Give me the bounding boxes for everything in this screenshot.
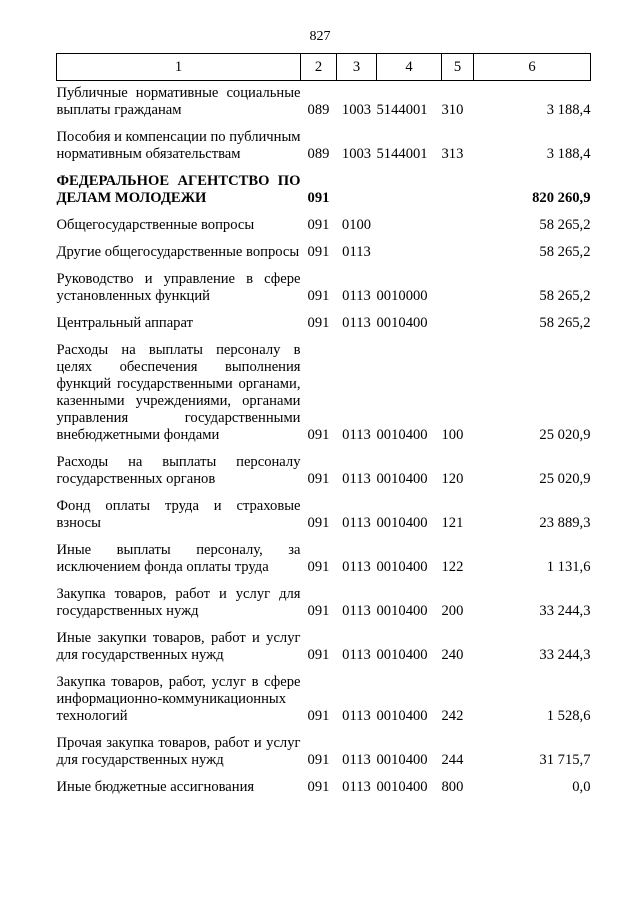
row-name-text: Закупка товаров, работ, услуг в сфере информационно-коммуникационных технологий: [56, 674, 301, 724]
table-row: [57, 81, 591, 126]
row-expense-type-code: 120: [441, 471, 464, 487]
row-expense-type-code: 310: [441, 102, 464, 118]
row-sum: 0,0: [572, 779, 591, 795]
table-row: [57, 626, 591, 670]
table-row: [57, 538, 591, 582]
table-row: [57, 338, 591, 450]
row-name: [57, 494, 301, 538]
row-sum: 31 715,7: [539, 752, 591, 768]
row-target-code: 0010400: [376, 779, 428, 795]
row-sum: 58 265,2: [539, 217, 591, 233]
row-ministry-code: 091: [307, 217, 330, 233]
row-name: [57, 775, 301, 802]
row-section-code: 1003: [341, 102, 372, 118]
row-sum: 25 020,9: [539, 471, 591, 487]
row-name: [57, 267, 301, 311]
row-expense-type-code: 122: [441, 559, 464, 575]
header-col-section: 3: [337, 54, 377, 81]
table-row: [57, 213, 591, 240]
row-sum: 58 265,2: [539, 315, 591, 331]
row-ministry-code: 089: [307, 102, 330, 118]
table-row: [57, 670, 591, 731]
table-row: [57, 125, 591, 169]
row-section-code: 0113: [342, 315, 371, 331]
row-sum: 33 244,3: [539, 647, 591, 663]
row-sum: 25 020,9: [539, 427, 591, 443]
table-row: [57, 494, 591, 538]
row-target-code: 5144001: [376, 102, 428, 118]
row-expense-type-code: [442, 311, 474, 338]
row-name: [57, 582, 301, 626]
row-section-code: 0113: [342, 779, 371, 795]
row-ministry-code: 091: [307, 779, 330, 795]
row-sum: 3 188,4: [546, 102, 591, 118]
header-col-sum: 6: [474, 54, 591, 81]
header-row: [57, 54, 591, 81]
table-row: [57, 775, 591, 802]
row-name-text: Иные закупки товаров, работ и услуг для государственных нужд: [56, 630, 301, 663]
row-expense-type-code: 244: [441, 752, 464, 768]
row-target-code: 0010000: [376, 288, 428, 304]
row-expense-type-code: 100: [441, 427, 464, 443]
budget-table: [56, 53, 591, 802]
row-target-code: 0010400: [376, 315, 428, 331]
row-expense-type-code: [442, 240, 474, 267]
row-target-code: 0010400: [376, 515, 428, 531]
row-target-code: 5144001: [376, 146, 428, 162]
row-ministry-code: 091: [307, 752, 330, 768]
row-name: [57, 731, 301, 775]
row-ministry-code: 091: [307, 315, 330, 331]
row-sum: 58 265,2: [539, 288, 591, 304]
row-name-text: Расходы на выплаты персоналу в целях обеспечения выполнения функций государственными органами, казенными учреждениями, органами управления государственными внебюджетными фондами: [56, 342, 301, 443]
row-expense-type-code: 200: [441, 603, 464, 619]
row-section-code: 0113: [342, 603, 371, 619]
row-section-code: 0113: [342, 471, 371, 487]
row-expense-type-code: 121: [441, 515, 464, 531]
table-row: [57, 731, 591, 775]
row-name-text: Закупка товаров, работ и услуг для государственных нужд: [56, 586, 301, 619]
row-sum: 1 528,6: [546, 708, 591, 724]
row-name: [57, 450, 301, 494]
row-target-code: [377, 240, 442, 267]
row-target-code: 0010400: [376, 708, 428, 724]
row-sum: 58 265,2: [539, 244, 591, 260]
table-row: [57, 169, 591, 213]
row-name-text: Общегосударственные вопросы: [56, 217, 255, 233]
row-name-text: Расходы на выплаты персоналу государственных органов: [56, 454, 301, 487]
table-row: [57, 450, 591, 494]
row-target-code: 0010400: [376, 752, 428, 768]
row-name-text: Иные бюджетные ассигнования: [56, 779, 255, 795]
row-target-code: [377, 169, 442, 213]
header-col-target: 4: [377, 54, 442, 81]
table-row: [57, 311, 591, 338]
row-sum: 33 244,3: [539, 603, 591, 619]
table-row: [57, 582, 591, 626]
row-expense-type-code: 800: [441, 779, 464, 795]
row-name-text: ФЕДЕРАЛЬНОЕ АГЕНТСТВО ПО ДЕЛАМ МОЛОДЕЖИ: [56, 173, 301, 206]
row-target-code: 0010400: [376, 427, 428, 443]
row-name-text: Пособия и компенсации по публичным нормативным обязательствам: [56, 129, 301, 162]
row-ministry-code: 091: [307, 471, 330, 487]
table-body: [57, 81, 591, 803]
row-ministry-code: 091: [307, 603, 330, 619]
row-section-code: [337, 169, 377, 213]
row-name: [57, 670, 301, 731]
row-ministry-code: 091: [307, 647, 330, 663]
row-name: [57, 81, 301, 126]
row-name: [57, 125, 301, 169]
row-section-code: 0113: [342, 515, 371, 531]
row-section-code: 0113: [342, 559, 371, 575]
row-name: [57, 169, 301, 213]
row-ministry-code: 091: [307, 244, 330, 260]
table-row: [57, 240, 591, 267]
row-name: [57, 213, 301, 240]
row-sum: 3 188,4: [546, 146, 591, 162]
row-name: [57, 338, 301, 450]
table-row: [57, 267, 591, 311]
row-section-code: 0113: [342, 708, 371, 724]
row-ministry-code: 091: [307, 427, 330, 443]
row-expense-type-code: 242: [441, 708, 464, 724]
row-ministry-code: 091: [307, 708, 330, 724]
row-expense-type-code: [442, 213, 474, 240]
row-target-code: 0010400: [376, 471, 428, 487]
row-name: [57, 626, 301, 670]
row-name-text: Руководство и управление в сфере установленных функций: [56, 271, 301, 304]
row-sum: 820 260,9: [532, 190, 591, 206]
row-section-code: 0100: [341, 217, 372, 233]
row-target-code: 0010400: [376, 559, 428, 575]
header-col-expense-type: 5: [442, 54, 474, 81]
row-ministry-code: 091: [307, 190, 330, 206]
row-sum: 1 131,6: [546, 559, 591, 575]
row-section-code: 1003: [341, 146, 372, 162]
row-section-code: 0113: [342, 288, 371, 304]
row-target-code: 0010400: [376, 603, 428, 619]
row-name-text: Прочая закупка товаров, работ и услуг для государственных нужд: [56, 735, 301, 768]
row-target-code: [377, 213, 442, 240]
row-name: [57, 240, 301, 267]
row-expense-type-code: [442, 169, 474, 213]
header-col-ministry: 2: [301, 54, 337, 81]
row-ministry-code: 089: [307, 146, 330, 162]
row-name-text: Иные выплаты персоналу, за исключением фонда оплаты труда: [56, 542, 301, 575]
header-col-name: 1: [57, 54, 301, 81]
row-name-text: Центральный аппарат: [56, 315, 193, 331]
row-name-text: Публичные нормативные социальные выплаты гражданам: [56, 85, 301, 118]
row-section-code: 0113: [342, 427, 371, 443]
row-section-code: 0113: [342, 752, 371, 768]
row-ministry-code: 091: [307, 288, 330, 304]
row-target-code: 0010400: [376, 647, 428, 663]
row-ministry-code: 091: [307, 515, 330, 531]
row-section-code: 0113: [342, 244, 371, 260]
row-expense-type-code: [442, 267, 474, 311]
row-sum: 23 889,3: [539, 515, 591, 531]
page-number: 827: [309, 29, 331, 44]
row-name: [57, 311, 301, 338]
row-section-code: 0113: [342, 647, 371, 663]
row-name-text: Другие общегосударственные вопросы: [56, 244, 300, 260]
row-expense-type-code: 240: [441, 647, 464, 663]
row-name-text: Фонд оплаты труда и страховые взносы: [56, 498, 301, 531]
row-ministry-code: 091: [307, 559, 330, 575]
row-name: [57, 538, 301, 582]
row-expense-type-code: 313: [441, 146, 464, 162]
